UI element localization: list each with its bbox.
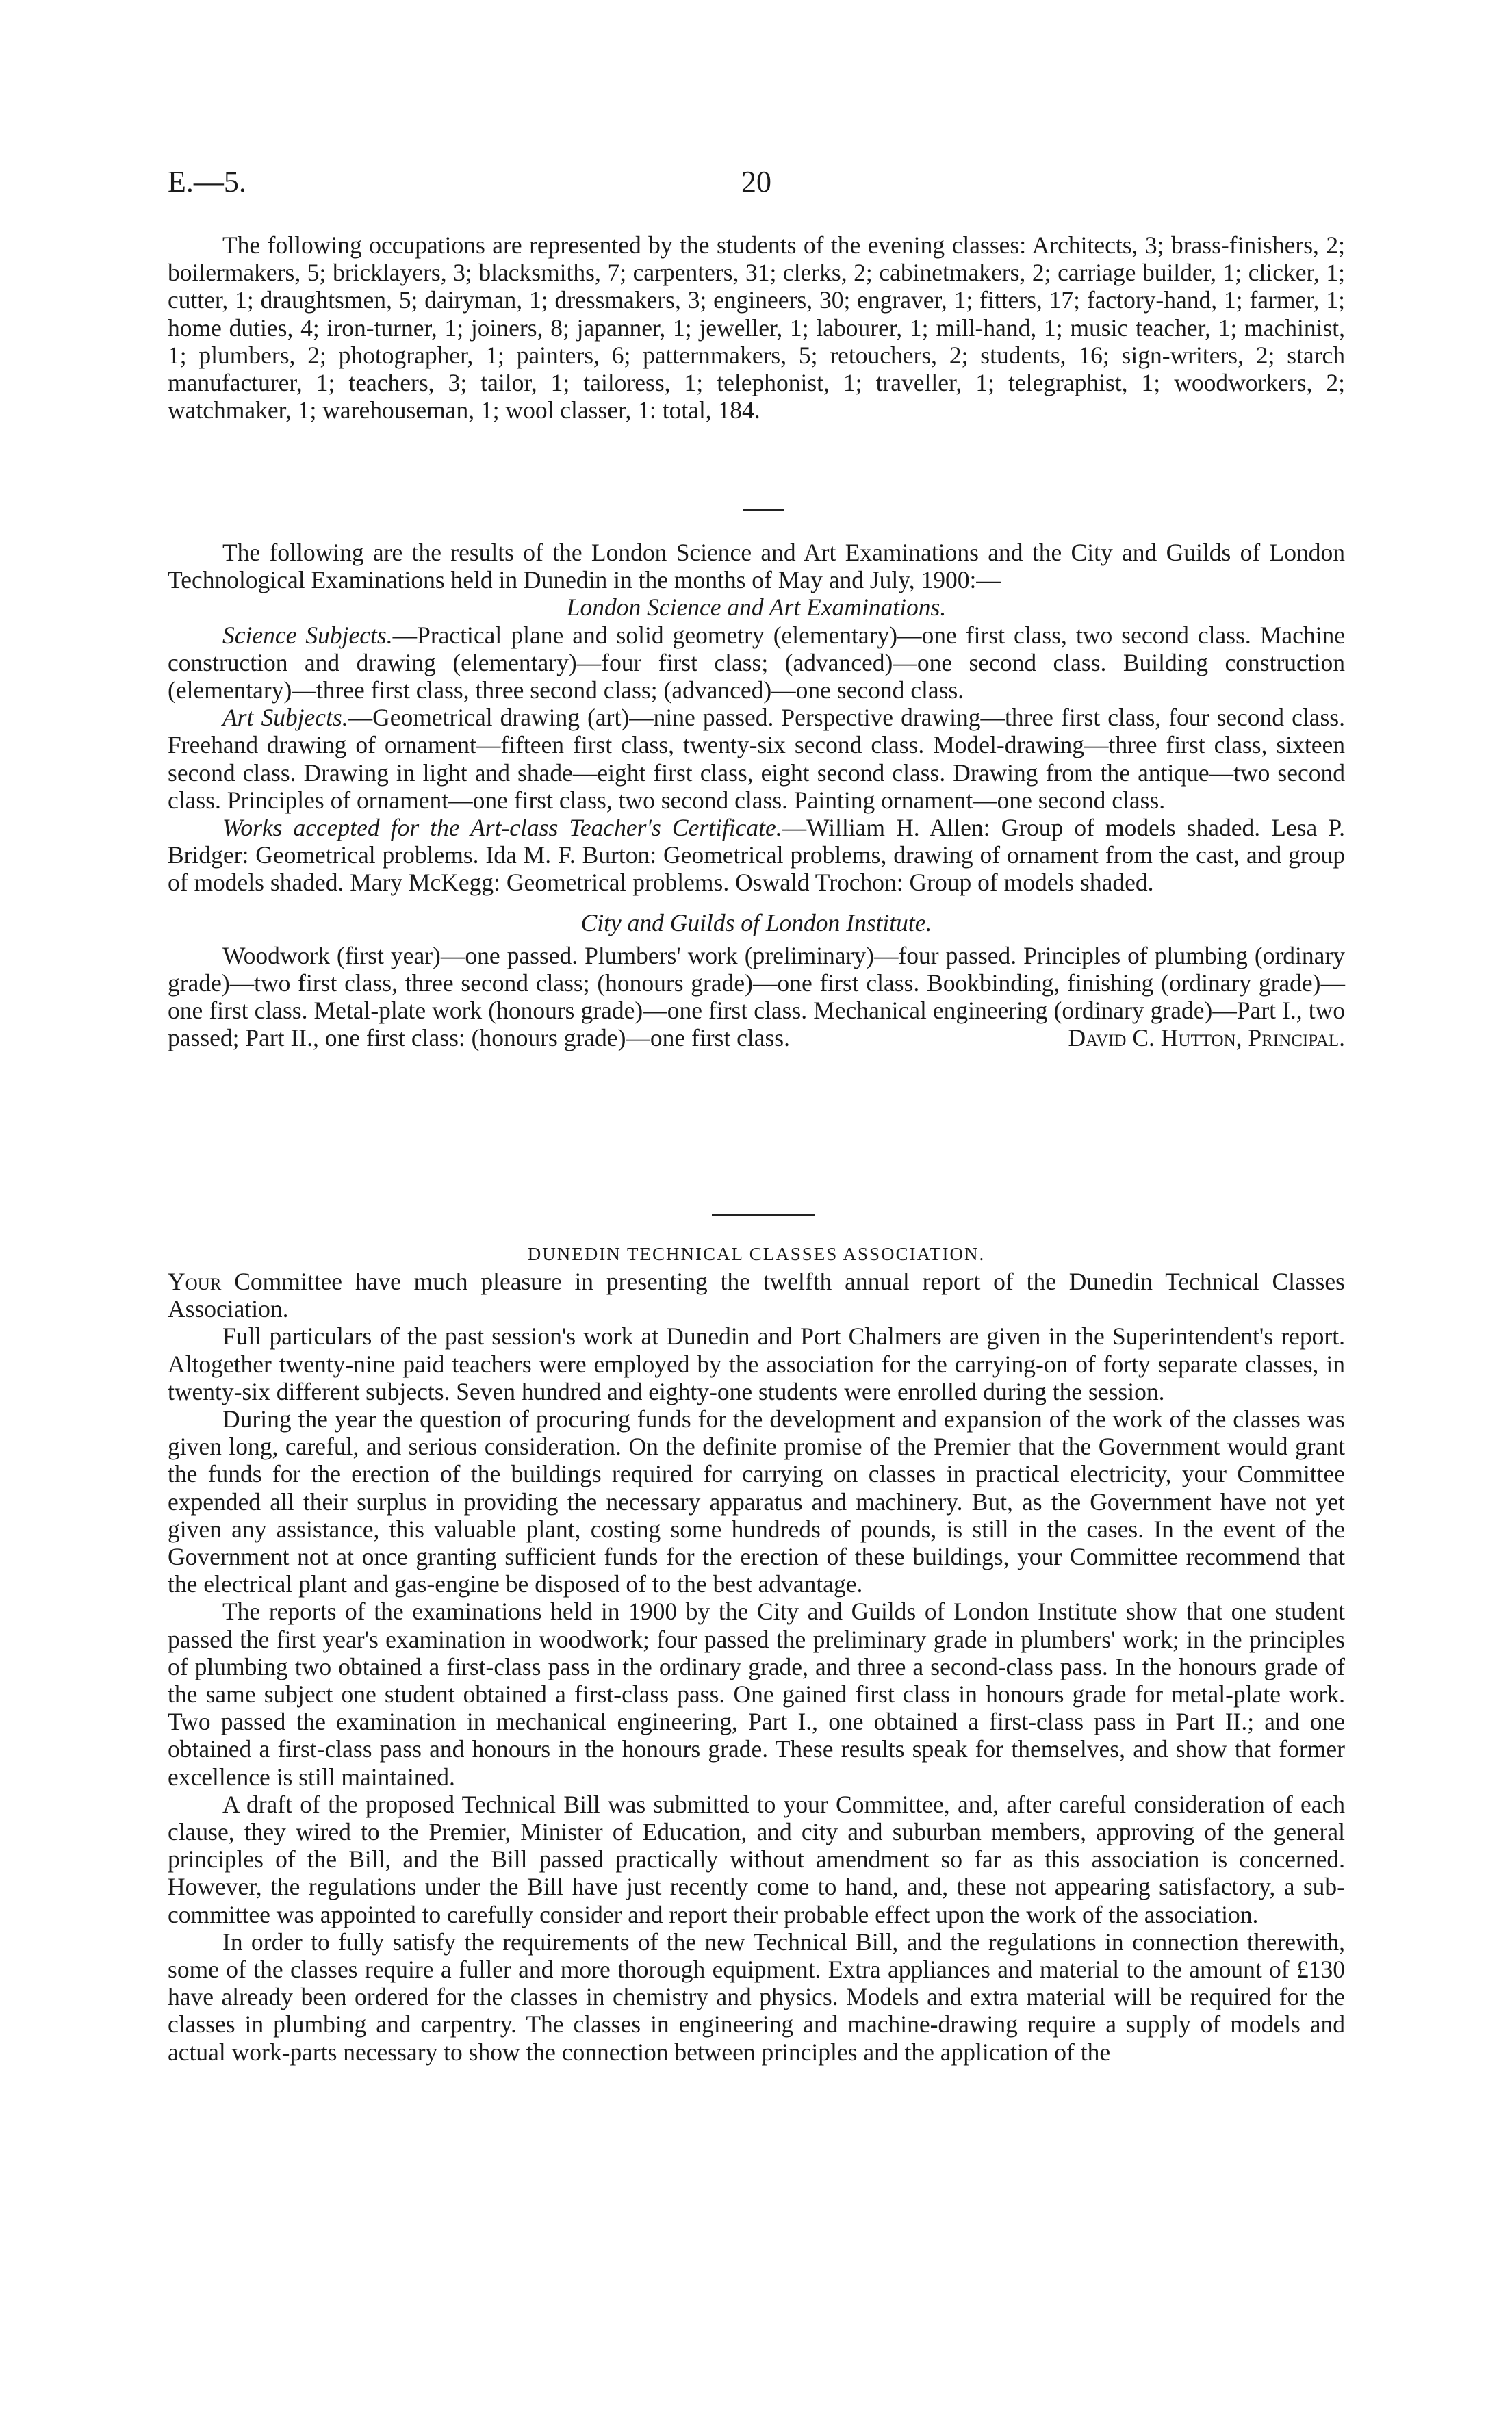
art-subjects-paragraph [168, 704, 1345, 814]
signature: David C. Hutton, Principal. [1068, 1024, 1345, 1052]
document-reference: E.—5. [168, 165, 246, 199]
art-subjects-text: —Geometrical drawing (art)—nine passed. Perspective drawing—three first class, four second class. Freehand drawing of ornament—fifteen first class, twenty-six second class. Model-drawing—three first class, sixteen second class. Drawing in light and shade—eight first class, eight second class. Drawing from the antique—two second class. Principles of ornament—one first class, two second class. Painting ornament—one second class. [168, 704, 1345, 814]
city-guilds-text: Woodwork (first year)—one passed. Plumbers' work (preliminary)—four passed. Principles of plumbing (ordinary grade)—two first class, three second class; (honours grade)—one first class. Bookbinding, finishing (ordinary grade)—one first class. Metal-plate work (honours grade)—one first class. Mechanical engineering (ordinary grade)—Part I., two passed; Part II., one first class: (honours grade)—one first class. [168, 941, 1345, 1052]
occupations-section [168, 231, 1345, 424]
section-divider [743, 509, 784, 511]
association-paragraph-3: During the year the question of procuring funds for the development and expansion of the work of the classes was given long, careful, and serious consideration. On the definite promise of the Premier that the Government would grant the funds for the erection of the buildings required for carrying on classes in practical electricity, your Committee expended all their surplus in providing the necessary apparatus and machinery. But, as the Government have not yet given any assistance, this valuable plant, costing some hundreds of pounds, is still in the cases. In the event of the Government not at once granting sufficient funds for the erection of these buildings, your Committee recommend that the electrical plant and gas-engine be disposed of to the best advantage. [168, 1405, 1345, 1598]
association-paragraph-4: The reports of the examinations held in 1900 by the City and Guilds of London Institute show that one student passed the first year's examination in woodwork; four passed the preliminary grade in plumbers' work; in the principles of plumbing two obtained a first-class pass in the ordinary grade, and three a second-class pass. In the honours grade of the same subject one student obtained a first-class pass. One gained first class in honours grade for metal-plate work. Two passed the examination in mechanical engineering, Part I., one obtained a first-class pass in Part II.; and one obtained a first-class pass and honours in the honours grade. These results speak for themselves, and show that former excellence is still maintained. [168, 1598, 1345, 1791]
association-paragraph-6: In order to fully satisfy the requirements of the new Technical Bill, and the regulations in connection therewith, some of the classes require a fuller and more thorough equipment. Extra appliances and material to the amount of £130 have already been ordered for the classes in chemistry and physics. Models and extra material will be required for the classes in plumbing and carpentry. The classes in engineering and machine-drawing require a supply of models and actual work-parts necessary to show the connection between principles and the application of the [168, 1928, 1345, 2066]
science-subjects-text: —Practical plane and solid geometry (elementary)—one first class, two second class. Machine construction and drawing (elementary)—four first class; (advanced)—one second class. Building construction (elementary)—three first class, three second class; (advanced)—one second class. [168, 621, 1345, 704]
city-guilds-paragraph [168, 942, 1345, 1052]
section-divider-2 [712, 1214, 815, 1216]
occupations-paragraph: The following occupations are represented by the students of the evening classes: Architects, 3; brass-finishers, 2; boilermakers, 5; bricklayers, 3; blacksmiths, 7; carpenters, 31; clerks, 2; cabinetmakers, 2; carriage builder, 1; clicker, 1; cutter, 1; draughtsmen, 5; dairyman, 1; dressmakers, 3; engineers, 30; engraver, 1; fitters, 17; factory-hand, 1; farmer, 1; home duties, 4; iron-turner, 1; joiners, 8; japanner, 1; jeweller, 1; labourer, 1; mill-hand, 1; music teacher, 1; machinist, 1; plumbers, 2; photographer, 1; painters, 6; patternmakers, 5; retouchers, 2; students, 16; sign-writers, 2; starch manufacturer, 1; teachers, 3; tailor, 1; tailoress, 1; telephonist, 1; traveller, 1; telegraphist, 1; woodworkers, 2; watchmaker, 1; warehouseman, 1; wool classer, 1: total, 184. [168, 231, 1345, 424]
association-title: DUNEDIN TECHNICAL CLASSES ASSOCIATION. [527, 1244, 986, 1264]
london-heading: London Science and Art Examinations. [566, 593, 947, 622]
association-paragraph-1-lead: Your [168, 1268, 222, 1295]
art-subjects-label: Art Subjects. [222, 704, 348, 732]
works-accepted-paragraph [168, 814, 1345, 897]
science-subjects-paragraph [168, 622, 1345, 704]
city-guilds-heading: City and Guilds of London Institute. [580, 908, 932, 936]
results-section [168, 539, 1345, 1052]
science-subjects-label: Science Subjects. [222, 621, 393, 649]
works-accepted-text: —William H. Allen: Group of models shaded. Lesa P. Bridger: Geometrical problems. Ida M. F. Burton: Geometrical problems, drawing of ornament from the cast, and group of models shaded. Mary McKegg: Geometrical problems. Oswald Trochon: Group of models shaded. [168, 814, 1345, 897]
association-paragraph-5: A draft of the proposed Technical Bill was submitted to your Committee, and, after careful consideration of each clause, they wired to the Premier, Minister of Education, and city and suburban members, approving of the general principles of the Bill, and the Bill passed practically without amendment so far as this association is concerned. However, the regulations under the Bill have just recently come to hand, and, these not appearing satisfactory, a sub-committee was appointed to carefully consider and report their probable effect upon the work of the association. [168, 1790, 1345, 1928]
works-accepted-label: Works accepted for the Art-class Teacher's Certificate. [222, 814, 782, 842]
page-number: 20 [741, 165, 771, 199]
association-paragraph-2: Full particulars of the past session's work at Dunedin and Port Chalmers are given in the Superintendent's report. Altogether twenty-nine paid teachers were employed by the association for the carrying-on of forty separate classes, in twenty-six different subjects. Seven hundred and eighty-one students were enrolled during the session. [168, 1322, 1345, 1405]
results-intro: The following are the results of the London Science and Art Examinations and the City and Guilds of London Technological Examinations held in Dunedin in the months of May and July, 1900:— [168, 539, 1345, 594]
association-paragraph-1 [168, 1268, 1345, 1322]
association-paragraph-1-text: Committee have much pleasure in presenting the twelfth annual report of the Dunedin Technical Classes Association. [168, 1268, 1345, 1323]
association-section [168, 1240, 1345, 2066]
page-header [168, 164, 1345, 212]
